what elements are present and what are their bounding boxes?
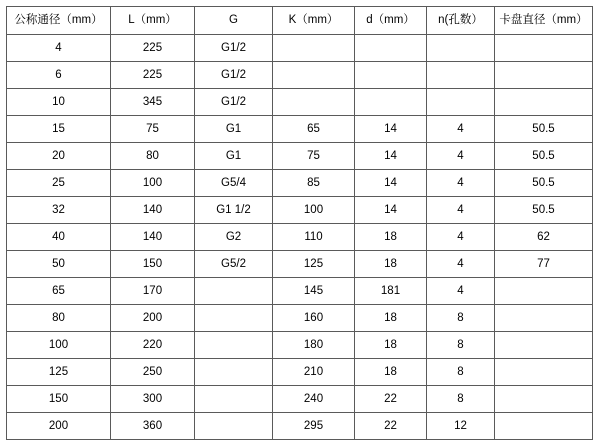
cell-k <box>273 62 355 89</box>
cell-length: 140 <box>111 197 195 224</box>
table-row <box>7 278 593 305</box>
specification-table <box>6 6 593 440</box>
cell-k: 75 <box>273 143 355 170</box>
cell-thread <box>195 305 273 332</box>
cell-hole-count: 4 <box>427 170 495 197</box>
table-row <box>7 251 593 278</box>
cell-chuck-diameter <box>495 332 593 359</box>
cell-k: 295 <box>273 413 355 440</box>
cell-nominal-diameter: 32 <box>7 197 111 224</box>
cell-chuck-diameter: 77 <box>495 251 593 278</box>
cell-d: 14 <box>355 197 427 224</box>
cell-length: 140 <box>111 224 195 251</box>
column-header-hole-count: n(孔数） <box>427 7 495 35</box>
cell-thread <box>195 386 273 413</box>
cell-k <box>273 35 355 62</box>
cell-thread: G1 <box>195 143 273 170</box>
cell-hole-count: 8 <box>427 359 495 386</box>
cell-nominal-diameter: 125 <box>7 359 111 386</box>
cell-thread <box>195 332 273 359</box>
cell-chuck-diameter <box>495 89 593 116</box>
cell-hole-count: 4 <box>427 278 495 305</box>
cell-k: 65 <box>273 116 355 143</box>
cell-length: 225 <box>111 35 195 62</box>
cell-hole-count: 8 <box>427 305 495 332</box>
cell-d: 18 <box>355 305 427 332</box>
cell-length: 150 <box>111 251 195 278</box>
cell-chuck-diameter <box>495 62 593 89</box>
cell-k: 180 <box>273 332 355 359</box>
cell-nominal-diameter: 65 <box>7 278 111 305</box>
table-body <box>7 35 593 440</box>
cell-d: 14 <box>355 143 427 170</box>
column-header-k: K（mm） <box>273 7 355 35</box>
table-row <box>7 386 593 413</box>
cell-k <box>273 89 355 116</box>
cell-chuck-diameter: 50.5 <box>495 143 593 170</box>
cell-length: 75 <box>111 116 195 143</box>
table-row <box>7 413 593 440</box>
cell-nominal-diameter: 20 <box>7 143 111 170</box>
column-header-nominal-diameter: 公称通径（mm） <box>7 7 111 35</box>
cell-nominal-diameter: 6 <box>7 62 111 89</box>
cell-nominal-diameter: 15 <box>7 116 111 143</box>
cell-chuck-diameter <box>495 359 593 386</box>
cell-chuck-diameter: 50.5 <box>495 116 593 143</box>
cell-nominal-diameter: 4 <box>7 35 111 62</box>
cell-length: 170 <box>111 278 195 305</box>
cell-k: 110 <box>273 224 355 251</box>
cell-hole-count: 4 <box>427 197 495 224</box>
table-row <box>7 224 593 251</box>
cell-d <box>355 35 427 62</box>
cell-d <box>355 89 427 116</box>
cell-thread: G1/2 <box>195 35 273 62</box>
cell-thread: G5/4 <box>195 170 273 197</box>
cell-k: 240 <box>273 386 355 413</box>
cell-d <box>355 62 427 89</box>
cell-nominal-diameter: 10 <box>7 89 111 116</box>
cell-chuck-diameter: 50.5 <box>495 170 593 197</box>
cell-length: 360 <box>111 413 195 440</box>
cell-hole-count: 4 <box>427 224 495 251</box>
table-row <box>7 305 593 332</box>
cell-thread <box>195 278 273 305</box>
cell-d: 181 <box>355 278 427 305</box>
cell-thread: G2 <box>195 224 273 251</box>
cell-thread: G5/2 <box>195 251 273 278</box>
cell-hole-count: 8 <box>427 386 495 413</box>
cell-nominal-diameter: 25 <box>7 170 111 197</box>
cell-hole-count: 4 <box>427 143 495 170</box>
cell-thread <box>195 359 273 386</box>
cell-k: 125 <box>273 251 355 278</box>
cell-d: 22 <box>355 413 427 440</box>
cell-length: 80 <box>111 143 195 170</box>
cell-length: 345 <box>111 89 195 116</box>
cell-hole-count: 4 <box>427 116 495 143</box>
table-header-row <box>7 7 593 35</box>
column-header-thread: G <box>195 7 273 35</box>
table-row <box>7 35 593 62</box>
cell-chuck-diameter: 62 <box>495 224 593 251</box>
cell-nominal-diameter: 80 <box>7 305 111 332</box>
cell-length: 250 <box>111 359 195 386</box>
cell-thread: G1 1/2 <box>195 197 273 224</box>
cell-d: 18 <box>355 359 427 386</box>
cell-d: 18 <box>355 224 427 251</box>
cell-d: 22 <box>355 386 427 413</box>
table-row <box>7 143 593 170</box>
cell-k: 210 <box>273 359 355 386</box>
cell-chuck-diameter <box>495 413 593 440</box>
cell-nominal-diameter: 200 <box>7 413 111 440</box>
column-header-d: d（mm） <box>355 7 427 35</box>
table-row <box>7 332 593 359</box>
cell-chuck-diameter: 50.5 <box>495 197 593 224</box>
cell-d: 14 <box>355 116 427 143</box>
cell-length: 220 <box>111 332 195 359</box>
cell-hole-count <box>427 62 495 89</box>
cell-d: 14 <box>355 170 427 197</box>
cell-d: 18 <box>355 332 427 359</box>
cell-chuck-diameter <box>495 386 593 413</box>
cell-k: 160 <box>273 305 355 332</box>
cell-hole-count <box>427 89 495 116</box>
table-row <box>7 170 593 197</box>
cell-hole-count <box>427 35 495 62</box>
cell-chuck-diameter <box>495 35 593 62</box>
cell-thread: G1/2 <box>195 89 273 116</box>
cell-hole-count: 4 <box>427 251 495 278</box>
cell-hole-count: 8 <box>427 332 495 359</box>
cell-k: 85 <box>273 170 355 197</box>
table-row <box>7 89 593 116</box>
table-row <box>7 359 593 386</box>
cell-thread: G1 <box>195 116 273 143</box>
cell-nominal-diameter: 100 <box>7 332 111 359</box>
cell-length: 300 <box>111 386 195 413</box>
table-row <box>7 62 593 89</box>
cell-d: 18 <box>355 251 427 278</box>
cell-chuck-diameter <box>495 278 593 305</box>
table-row <box>7 197 593 224</box>
cell-k: 145 <box>273 278 355 305</box>
cell-k: 100 <box>273 197 355 224</box>
cell-length: 225 <box>111 62 195 89</box>
column-header-chuck-diameter: 卡盘直径（mm） <box>495 7 593 35</box>
cell-thread <box>195 413 273 440</box>
cell-chuck-diameter <box>495 305 593 332</box>
cell-nominal-diameter: 40 <box>7 224 111 251</box>
cell-nominal-diameter: 50 <box>7 251 111 278</box>
cell-thread: G1/2 <box>195 62 273 89</box>
column-header-length: L（mm） <box>111 7 195 35</box>
cell-length: 200 <box>111 305 195 332</box>
cell-hole-count: 12 <box>427 413 495 440</box>
cell-length: 100 <box>111 170 195 197</box>
cell-nominal-diameter: 150 <box>7 386 111 413</box>
table-row <box>7 116 593 143</box>
